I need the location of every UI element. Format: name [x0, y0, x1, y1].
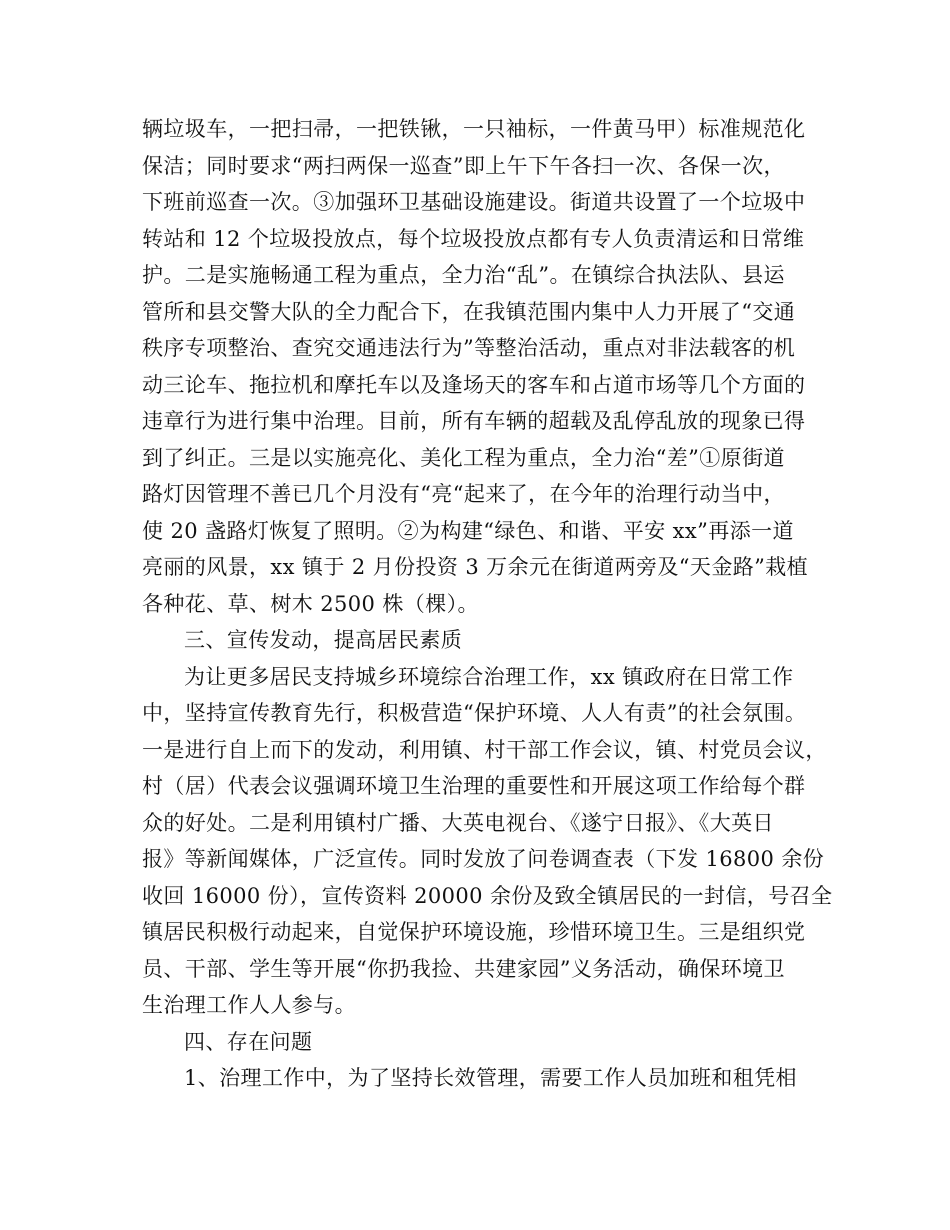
text-line: 收回 16000 份），宣传资料 20000 余份及致全镇居民的一封信，号召全 — [142, 883, 833, 908]
text-line: 路灯因管理不善已几个月没有“亮“起来了，在今年的治理行动当中， — [142, 482, 785, 506]
paragraph-start-line: 为让更多居民支持城乡环境综合治理工作，xx 镇政府在日常工作 — [184, 664, 794, 689]
text-line: 违章行为进行集中治理。目前，所有车辆的超载及乱停乱放的现象已得 — [142, 409, 806, 433]
text-line: 秩序专项整治、查究交通违法行为”等整治活动，重点对非法载客的机 — [142, 336, 796, 360]
paragraph-start-line: 四、存在问题 — [184, 1029, 313, 1054]
text-line: 亮丽的风景，xx 镇于 2 月份投资 3 万余元在街道两旁及“天金路”栽植 — [142, 555, 809, 579]
text-line: 镇居民积极行动起来，自觉保护环境设施，珍惜环境卫生。三是组织党 — [142, 920, 806, 944]
text-line: 员、干部、学生等开展“你扔我捡、共建家园”义务活动，确保环境卫 — [142, 956, 785, 981]
text-line: 各种花、草、树木 2500 株（棵）。 — [142, 591, 479, 616]
text-line: 保洁；同时要求“两扫两保一巡查”即上午下午各扫一次、各保一次， — [142, 153, 785, 178]
text-line: 报》等新闻媒体，广泛宣传。同时发放了问卷调查表（下发 16800 余份 — [142, 847, 825, 871]
text-line: 下班前巡查一次。③加强环卫基础设施建设。街道共设置了一个垃圾中 — [142, 190, 806, 214]
text-line: 护。二是实施畅通工程为重点，全力治“乱”。在镇综合执法队、县运 — [142, 263, 785, 287]
text-line: 到了纠正。三是以实施亮化、美化工程为重点，全力治“差”①原街道 — [142, 445, 785, 470]
text-line: 使 20 盏路灯恢复了照明。②为构建“绿色、和谐、平安 xx”再添一道 — [142, 518, 794, 543]
text-line: 众的好处。二是利用镇村广播、大英电视台、《遂宁日报》、《大英日 — [142, 810, 774, 835]
text-line: 动三论车、拖拉机和摩托车以及逢场天的客车和占道市场等几个方面的 — [142, 372, 806, 397]
text-line: 一是进行自上而下的发动，利用镇、村干部工作会议，镇、村党员会议， — [142, 737, 827, 762]
paragraph-start-line: 三、宣传发动，提高居民素质 — [184, 628, 463, 652]
text-line: 管所和县交警大队的全力配合下，在我镇范围内集中人力开展了“交通 — [142, 299, 796, 324]
paragraph-start-line: 1、治理工作中，为了坚持长效管理，需要工作人员加班和租凭相 — [184, 1066, 797, 1090]
text-line: 中，坚持宣传教育先行，积极营造“保护环境、人人有责”的社会氛围。 — [142, 701, 807, 725]
text-line: 转站和 12 个垃圾投放点，每个垃圾投放点都有专人负责清运和日常维 — [142, 226, 805, 251]
text-line: 生治理工作人人参与。 — [142, 993, 356, 1017]
document-body — [142, 111, 842, 1097]
text-line: 辆垃圾车，一把扫帚，一把铁锹，一只袖标，一件黄马甲）标准规范化 — [142, 117, 806, 141]
text-line: 村（居）代表会议强调环境卫生治理的重要性和开展这项工作给每个群 — [142, 774, 806, 798]
